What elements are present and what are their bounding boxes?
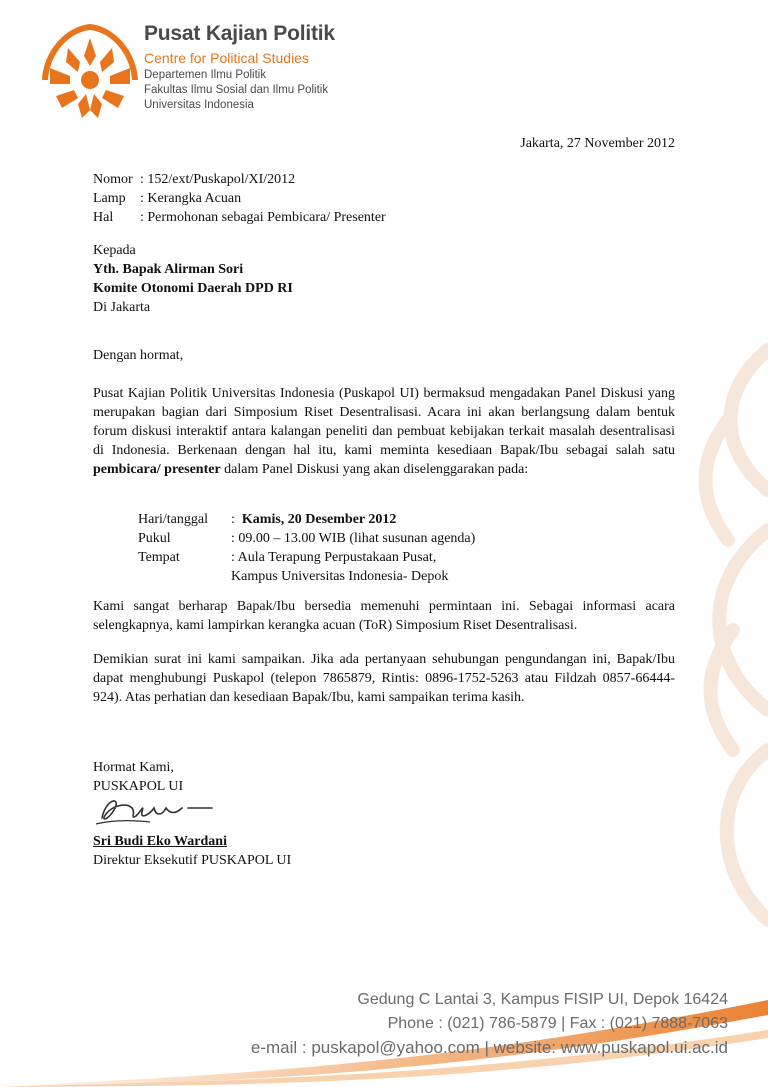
- meta-value: : Kerangka Acuan: [140, 191, 242, 206]
- recipient-name: Yth. Bapak Alirman Sori: [93, 262, 244, 277]
- schedule-day-value: Kamis, 20 Desember 2012: [241, 512, 397, 527]
- p1-text-a: Pusat Kajian Politik Universitas Indonesia (Puskapol UI) bermaksud mengadakan Panel Diskusi yang merupakan bagian dari Simposium Riset Desentralisasi. Acara ini akan berlangsung dalam bentuk forum diskusi interaktif antara kalangan peneliti dan pembuat kebijakan terkait masalah desentralisasi di Indonesia. Berkenaan dengan hal itu, kami meminta kesediaan Bapak/Ibu sebagai salah satu: [93, 386, 675, 458]
- meta-row: [93, 170, 386, 189]
- schedule-day-sep: :: [231, 512, 235, 527]
- meta-value: : Permohonan sebagai Pembicara/ Presenter: [140, 210, 386, 225]
- org-line-university: Universitas Indonesia: [144, 99, 254, 111]
- closing-org: PUSKAPOL UI: [93, 779, 184, 794]
- meta-key: Lamp: [93, 191, 126, 206]
- footer: [251, 988, 728, 1060]
- paragraph-intro: [93, 384, 675, 479]
- footer-web: e-mail : puskapol@yahoo.com | website: www.puskapol.ui.ac.id: [250, 1038, 728, 1057]
- meta-row: [93, 189, 386, 208]
- signer-title: Direktur Eksekutif PUSKAPOL UI: [93, 853, 292, 868]
- schedule-block: [138, 510, 475, 586]
- letter-date: Jakarta, 27 November 2012: [520, 136, 675, 151]
- meta-value: : 152/ext/Puskapol/XI/2012: [140, 172, 296, 187]
- letterhead: [144, 22, 335, 113]
- meta-key: Nomor: [93, 172, 133, 187]
- letter-meta: [93, 170, 386, 227]
- org-line-dept: Departemen Ilmu Politik: [144, 69, 267, 81]
- paragraph-info: Kami sangat berharap Bapak/Ibu bersedia memenuhi permintaan ini. Sebagai informasi acara selengkapnya, kami lampirkan kerangka acuan (ToR) Simposium Riset Desentralisasi.: [93, 599, 675, 633]
- recipient-block: [93, 241, 293, 317]
- schedule-place-value: : Aula Terapung Perpustakaan Pusat,: [231, 550, 437, 565]
- schedule-row-place: [138, 548, 475, 567]
- footer-phone: Phone : (021) 786-5879 | Fax : (021) 7888-7063: [387, 1015, 728, 1032]
- closing-line: Hormat Kami,: [93, 760, 174, 775]
- schedule-place-label: Tempat: [138, 550, 180, 565]
- schedule-day-label: Hari/tanggal: [138, 512, 208, 527]
- schedule-row-day: [138, 510, 475, 529]
- greeting: Dengan hormat,: [93, 348, 184, 363]
- footer-address: Gedung C Lantai 3, Kampus FISIP UI, Depok 16424: [357, 991, 728, 1008]
- p1-text-b: dalam Panel Diskusi yang akan diselenggarakan pada:: [220, 462, 529, 477]
- meta-row: [93, 208, 386, 227]
- schedule-time-label: Pukul: [138, 531, 171, 546]
- schedule-row-time: [138, 529, 475, 548]
- org-name: Pusat Kajian Politik: [144, 22, 335, 45]
- org-line-faculty: Fakultas Ilmu Sosial dan Ilmu Politik: [144, 84, 329, 96]
- schedule-row-place2: [138, 567, 475, 586]
- puskapol-logo-icon: [38, 18, 143, 128]
- schedule-time-value: : 09.00 – 13.00 WIB (lihat susunan agenda): [231, 531, 476, 546]
- recipient-kepada: Kepada: [93, 243, 136, 258]
- recipient-dept: Komite Otonomi Daerah DPD RI: [93, 281, 293, 296]
- org-name-english: Centre for Political Studies: [144, 50, 309, 66]
- signer-name: Sri Budi Eko Wardani: [93, 834, 227, 849]
- signer-block: [93, 832, 291, 870]
- recipient-city: Di Jakarta: [93, 300, 151, 315]
- signature: [92, 790, 217, 830]
- p1-bold: pembicara/ presenter: [93, 462, 221, 477]
- schedule-place-value2: Kampus Universitas Indonesia- Depok: [231, 569, 449, 584]
- paragraph-closing: Demikian surat ini kami sampaikan. Jika ada pertanyaan sehubungan pengundangan ini, Bapak/Ibu dapat menghubungi Puskapol (telepon 7865879, Rintis: 0896-1752-5263 atau Fildzah 0857-66444-924). Atas perhatian dan kesediaan Bapak/Ibu, kami sampaikan terima kasih.: [93, 652, 675, 705]
- meta-key: Hal: [93, 210, 114, 225]
